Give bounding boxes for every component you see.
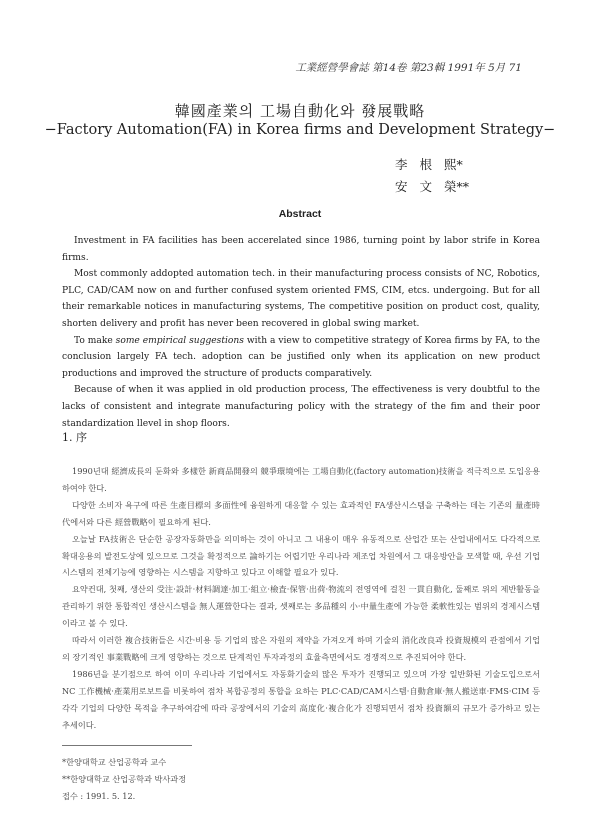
footnote-affiliation-1: *한양대학교 산업공학과 교수 <box>62 757 167 767</box>
body-paragraph: 따라서 이러한 複合技術들은 시간·비용 등 기업의 많은 자원의 제약을 가져오게 하며 기술의 消化改良과 投資規模의 관점에서 기업의 장기적인 事業戰略에 크게 영향하는 것으로 단계적인 투자과정의 효율측면에서도 경쟁적으로 추진되어야 한다. <box>62 635 540 662</box>
author-2: 安 文 榮** <box>395 179 469 194</box>
body-paragraph: 1990년대 經濟成長의 둔화와 多樣한 新商品開發의 競爭環境에는 工場自動化(factory automation)技術을 적극적으로 도입응용하여야 한다. <box>62 466 540 493</box>
abstract-paragraph: Investment in FA facilities has been accerelated since 1986, turning point by labor strife in Korea firms. <box>62 236 540 263</box>
section-heading: 1. 序 <box>62 431 87 444</box>
footnote-divider <box>62 745 192 746</box>
body-paragraph: 다양한 소비자 욕구에 따른 生產目標의 多面性에 융원하게 대응할 수 있는 효과적인 FA생산시스템을 구축하는 데는 기존의 量產時代에서와 다른 經營戰略이 필요하게 된다. <box>62 499 540 527</box>
paper-title-korean: 韓國產業의 工場自動化와 發展戰略 <box>174 102 426 120</box>
abstract-paragraph: Most commonly addopted automation tech. in their manufacturing process consists of NC, Robotics, PLC, CAD/CAM now on and further confused system oriented FMS, CIM, etcs. undergoing. But for all their remarkable notices in manufacturing systems, The competitive position on product cost, quality, shorten delivery and profit has never been recovered in global swing market. <box>62 269 540 329</box>
abstract-heading: Abstract <box>278 208 322 220</box>
body-paragraph: 1986년을 분기점으로 하여 이미 우리나라 기업에서도 자동화기술의 많은 투자가 진행되고 있으며 가장 일반화된 기술도입으로서 NC 工作機械·產業用로보트를 비롯하여 점차 복합공정의 통합을 요하는 PLC·CAD/CAM시스템·自動倉庫·無人搬送車·FMS·CIM 등 각각 기업의 다양한 목적을 추구하여감에 따라 공장에서의 기술의 高度化·複合化가 진행되면서 점차 投資額의 규모가 증가하고 있는 추세이다. <box>62 668 540 730</box>
footnotes <box>62 754 186 805</box>
footnote-affiliation-2: **한양대학교 산업공학과 박사과정 <box>62 774 187 784</box>
received-date: 접수 : 1991. 5. 12. <box>62 791 136 801</box>
abstract-paragraph: To make some empirical suggestions with a view to competitive strategy of Korea firms by FA, to the conclusion largely FA tech. adoption can be justified only when its application on new product productions and improved the structure of products comparatively. <box>62 335 540 379</box>
author-1: 李 根 熙* <box>395 157 463 172</box>
running-header: 工業經營學會誌 第14卷 第23輯 1991年 5月 71 <box>295 62 522 74</box>
paper-title-english: −Factory Automation(FA) in Korea firms and Development Strategy− <box>44 122 556 138</box>
body-paragraph: 오늘날 FA技術은 단순한 공장자동화만을 의미하는 것이 아니고 그 내용이 매우 유동적으로 산업간 또는 산업내에서도 다각적으로 확대응용의 발전도상에 있으므로 그것을 확정적으로 論하기는 어렵기만 우리나라 제조업 차원에서 그 대응방안을 모색할 때, 우선 기업시스템의 전체기능에 영향하는 시스템을 지향하고 있다고 이해할 필요가 있다. <box>62 533 540 578</box>
abstract-paragraph: Because of when it was applied in old production process, The effectiveness is very doubtful to the lacks of consistent and integrate manufacturing policy with the strategy of the fim and their poor standardization llevel in shop floors. <box>62 385 540 429</box>
body-paragraph: 요약컨대, 첫째, 생산의 受注·設計·材料調達·加工·組立·檢査·保管·出荷·物流의 전영역에 걸친 一貫自動化, 둘째로 위의 제반활동을 관리하기 위한 통합적인 생산시스템을 無人運營한다는 결과, 셋째로는 多品種의 小·中量生產에 가능한 柔軟性있는 범위의 경제시스템이라고 볼 수 있다. <box>62 584 540 629</box>
body-text <box>62 463 540 734</box>
abstract-body <box>62 233 540 432</box>
